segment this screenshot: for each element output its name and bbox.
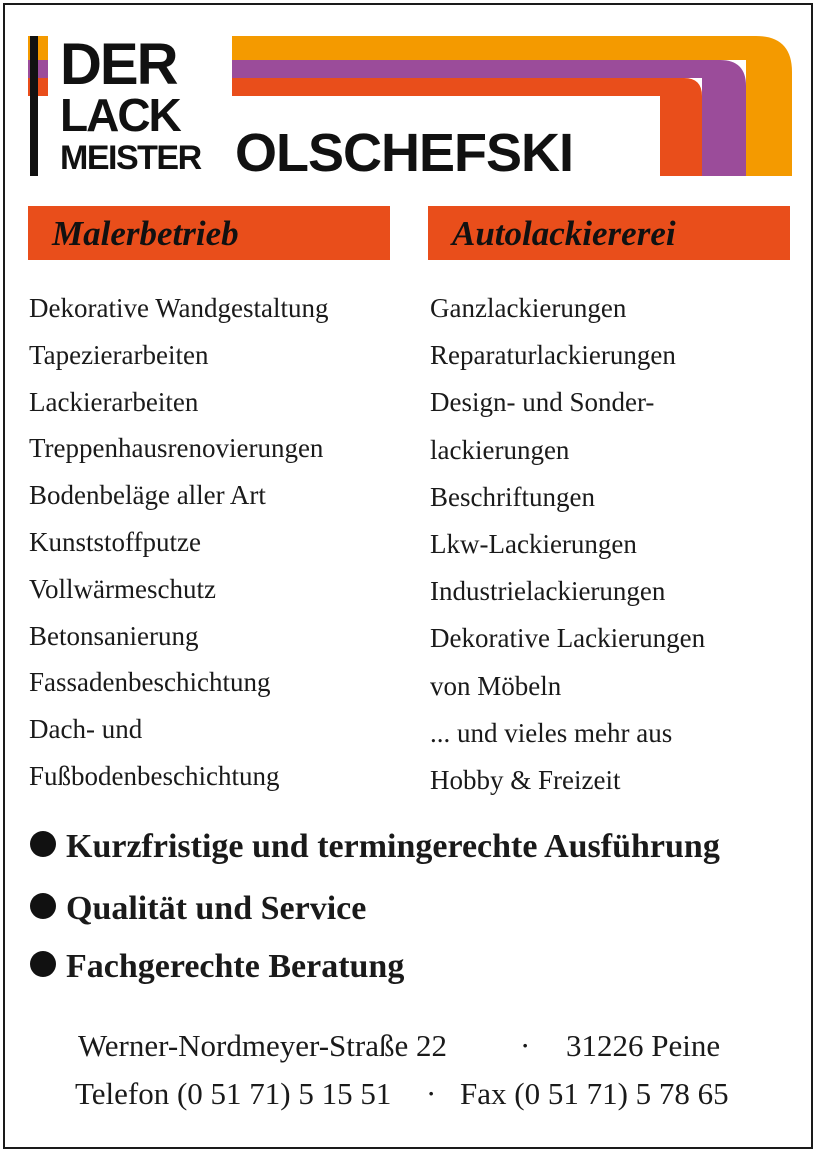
list-item: Reparaturlackierungen bbox=[430, 340, 676, 371]
highlight-text: Kurzfristige und termingerechte Ausführung bbox=[66, 828, 720, 865]
service-list-malerbetrieb bbox=[29, 285, 329, 800]
highlight-item bbox=[30, 828, 720, 866]
highlight-item bbox=[30, 948, 404, 986]
section-title-malerbetrieb: Malerbetrieb bbox=[52, 214, 239, 253]
service-list-autolackiererei bbox=[430, 285, 705, 804]
logo-name: OLSCHEFSKI bbox=[235, 123, 574, 183]
list-item: Beschriftungen bbox=[430, 481, 595, 512]
section-bar-malerbetrieb bbox=[28, 206, 390, 260]
logo-left-bar bbox=[30, 36, 38, 176]
list-item: Betonsanierung bbox=[29, 620, 199, 651]
list-item: Tapezierarbeiten bbox=[29, 339, 209, 370]
highlight-text: Fachgerechte Beratung bbox=[66, 948, 405, 985]
address-fax: Fax (0 51 71) 5 78 65 bbox=[460, 1076, 729, 1111]
list-item: Lkw-Lackierungen bbox=[430, 529, 637, 560]
list-item: von Möbeln bbox=[430, 670, 562, 701]
address-street: Werner-Nordmeyer-Straße 22 bbox=[78, 1028, 447, 1063]
list-item: Ganzlackierungen bbox=[430, 293, 627, 323]
list-item: Dekorative Wandgestaltung bbox=[29, 293, 329, 323]
list-item: Bodenbeläge aller Art bbox=[29, 480, 266, 511]
section-title-autolackiererei: Autolackiererei bbox=[452, 214, 676, 253]
list-item: Design- und Sonder- bbox=[430, 387, 655, 418]
list-item: Fassadenbeschichtung bbox=[29, 667, 271, 698]
list-item: Hobby & Freizeit bbox=[430, 765, 621, 796]
address-city: 31226 Peine bbox=[566, 1028, 721, 1063]
list-item: Fußbodenbeschichtung bbox=[29, 760, 280, 791]
logo-meister: MEISTER bbox=[60, 139, 201, 177]
bullet-dot-icon bbox=[30, 831, 56, 857]
list-item: Lackierarbeiten bbox=[29, 386, 199, 417]
bullet-dot-icon bbox=[30, 893, 56, 919]
highlight-item bbox=[30, 890, 366, 928]
section-bar-autolackiererei bbox=[428, 206, 790, 260]
logo-der: DER bbox=[60, 32, 177, 97]
address-phone: Telefon (0 51 71) 5 15 51 bbox=[75, 1076, 392, 1111]
list-item: Dach- und bbox=[29, 714, 143, 745]
list-item: Industrielackierungen bbox=[430, 576, 666, 607]
list-item: Dekorative Lackierungen bbox=[430, 623, 706, 654]
address-separator: · bbox=[520, 1028, 531, 1063]
list-item: Treppenhausrenovierungen bbox=[29, 433, 324, 464]
list-item: lackierungen bbox=[430, 434, 570, 465]
list-item: Vollwärmeschutz bbox=[29, 573, 216, 604]
address-separator-2: · bbox=[426, 1076, 437, 1111]
list-item: Kunststoffputze bbox=[29, 526, 201, 557]
logo-lack: LACK bbox=[60, 89, 180, 141]
bullet-dot-icon bbox=[30, 951, 56, 977]
list-item: ... und vieles mehr aus bbox=[430, 717, 673, 748]
highlight-text: Qualität und Service bbox=[66, 890, 367, 927]
